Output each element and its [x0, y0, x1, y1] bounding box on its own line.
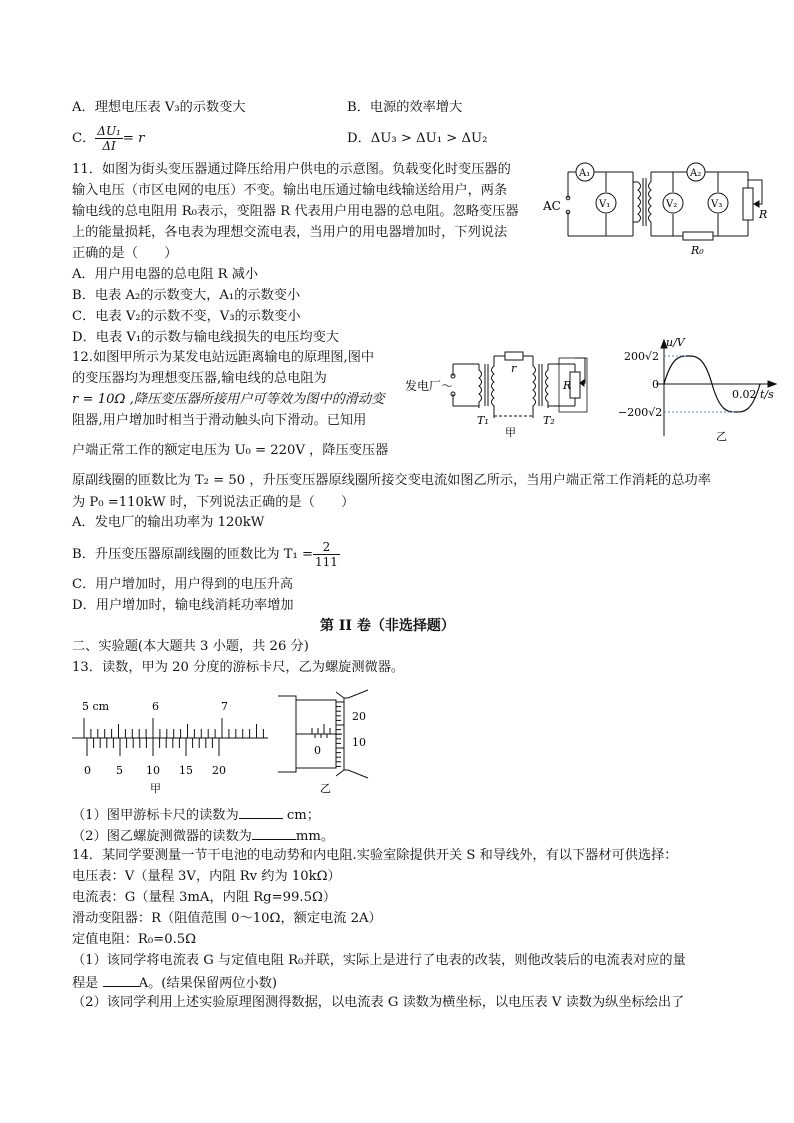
q12-line-2: 的变压器均为理想变压器,输电线的总电阻为 — [72, 371, 327, 386]
q11-meter-a2: A₂ — [690, 168, 702, 179]
caliper-caption: 甲 — [150, 782, 161, 795]
q11-meter-v2: V₂ — [666, 199, 678, 210]
q12-yi-ymin: −200√2 — [618, 406, 663, 419]
q11-line-5: 正确的是（ ） — [72, 246, 178, 261]
caliper-main-label-6: 6 — [152, 700, 159, 713]
section-2-title: 第 II 卷（非选择题） — [320, 618, 455, 634]
q11-transformer-circuit — [538, 160, 778, 260]
q14-sub1-blank[interactable] — [103, 972, 139, 987]
q12-transformer-t2: T₂ — [543, 414, 555, 427]
q11-line-4: 上的能量损耗，各电表为理想交流电表，当用户的用电器增加时，下列说法 — [72, 225, 508, 240]
caliper-main-label-7: 7 — [221, 700, 228, 713]
q12-line-6: 原副线圈的匝数比为 T₂ = 50 ，升压变压器原线圈所接交变电流如图乙所示，当用户端正常工作消耗的总功率 — [72, 473, 711, 488]
micrometer-label-10: 10 — [352, 736, 366, 749]
q12-yi-xlabel: t/s — [760, 388, 774, 401]
q14-item-resistor: 定值电阻：R₀=0.5Ω — [72, 932, 197, 947]
q12-yi-zero: 0 — [652, 378, 659, 391]
q13-sub1-blank[interactable] — [239, 804, 283, 819]
caliper-vernier-label-0: 0 — [84, 764, 91, 777]
q10-option-c: C． $\frac{\text{ΔU₁}}{\Delta I}$ = r — [72, 124, 145, 153]
q11-option-c: C．电表 V₂的示数不变，V₃的示数变小 — [72, 309, 301, 324]
section-2-heading: 二、实验题(本大题共 3 小题，共 26 分) — [72, 639, 309, 654]
micrometer-caption: 乙 — [320, 782, 331, 795]
q11-option-b: B．电表 A₂的示数变大，A₁的示数变小 — [72, 288, 301, 303]
caliper-vernier-label-5: 5 — [116, 764, 123, 777]
q12-line-3: r = 10Ω ,降压变压器所接用户可等效为图中的滑动变 — [72, 392, 385, 407]
q14-sub1-line2: 程是 A。(结果保留两位小数) — [72, 972, 277, 994]
q12-line-4: 阻器,用户增加时相当于滑动触头向下滑动。已知用 — [72, 413, 367, 428]
q12-line-resistor-r: r — [511, 362, 517, 375]
q10-option-d: D．ΔU₃ > ΔU₁ > ΔU₂ — [347, 131, 488, 146]
q12-voltage-waveform — [612, 336, 784, 448]
q11-meter-v3: V₃ — [711, 199, 723, 210]
q13-micrometer — [276, 688, 376, 796]
q14-item-voltmeter: 电压表：V（量程 3V，内阻 Rv 约为 10kΩ） — [72, 869, 341, 884]
q11-option-d: D．电表 V₁的示数与输电线损失的电压均变大 — [72, 330, 339, 345]
q14-sub2: （2）该同学利用上述实验原理图测得数据，以电流表 G 读数为横坐标，以电压表 V 读数为纵坐标绘出了 — [72, 995, 685, 1010]
q12-line-5: 户端正常工作的额定电压为 U₀ = 220V ，降压变压器 — [72, 443, 389, 458]
q12-option-d: D．用户增加时，输电线消耗功率增加 — [72, 598, 294, 613]
q11-line-3: 输电线的总电阻用 R₀表示，变阻器 R 代表用户用电器的总电阻。忽略变压器 — [72, 204, 519, 219]
q12-option-c: C．用户增加时，用户得到的电压升高 — [72, 577, 294, 592]
q12-yi-tick: 0.02 — [732, 388, 757, 401]
q12-transmission-circuit — [405, 344, 595, 440]
q11-meter-v1: V₁ — [599, 199, 611, 210]
q12-transformer-t1: T₁ — [477, 414, 489, 427]
q14-item-rheostat: 滑动变阻器：R（阻值范围 0～10Ω，额定电流 2A） — [72, 911, 382, 926]
q12-option-b: B．升压变压器原副线圈的匝数比为 T₁ = $\frac{2}{111}$ — [72, 540, 338, 569]
q13-sub2-blank[interactable] — [252, 825, 296, 840]
caliper-vernier-label-15: 15 — [179, 764, 193, 777]
q11-meter-a1: A₁ — [579, 168, 591, 179]
q12-fig-yi-caption: 乙 — [716, 430, 727, 443]
q13-sub1: （1）图甲游标卡尺的读数为 cm； — [72, 804, 320, 826]
q11-resistor-r: R — [759, 208, 768, 221]
q10-option-b: B．电源的效率增大 — [347, 100, 463, 115]
micrometer-zero: 0 — [314, 744, 321, 757]
caliper-vernier-label-20: 20 — [212, 764, 226, 777]
q11-ac-label: AC — [543, 199, 561, 213]
q14-stem: 14．某同学要测量一节干电池的电动势和内电阻.实验室除提供开关 S 和导线外，有以下器材可供选择： — [72, 848, 678, 863]
q11-line-1: 11．如图为街头变压器通过降压给用户供电的示意图。负载变化时变压器的 — [72, 162, 511, 177]
q12-plant-label: 发电厂～ — [405, 379, 454, 393]
q13-sub2: （2）图乙螺旋测微器的读数为 mm。 — [72, 825, 334, 847]
q12-line-1: 12.如图甲所示为某发电站远距离输电的原理图,图中 — [72, 350, 375, 365]
q12-option-a: A．发电厂的输出功率为 120kW — [72, 515, 265, 530]
caliper-vernier-label-10: 10 — [146, 764, 160, 777]
q11-resistor-r0: R₀ — [691, 244, 704, 257]
q12-load-resistor-r: R — [563, 379, 572, 392]
q13-vernier-caliper — [72, 694, 272, 796]
q12-line-7: 为 P₀ =110kW 时，下列说法正确的是（ ） — [72, 495, 355, 510]
caliper-main-label-5: 5 cm — [82, 700, 110, 713]
q12-yi-ymax: 200√2 — [624, 350, 660, 363]
q14-item-ammeter: 电流表：G（量程 3mA，内阻 Rg=99.5Ω） — [72, 890, 337, 905]
q11-option-a: A．用户用电器的总电阻 R 减小 — [72, 267, 259, 282]
q10-option-a: A．理想电压表 V₃的示数变大 — [72, 100, 246, 115]
q14-sub1-line1: （1）该同学将电流表 G 与定值电阻 R₀并联，实际上是进行了电表的改装，则他改装后的电流表对应的量 — [72, 953, 686, 968]
q11-line-2: 输入电压（市区电网的电压）不变。输出电压通过输电线输送给用户，两条 — [72, 183, 508, 198]
q12-yi-ylabel: u/V — [666, 336, 685, 349]
micrometer-label-20: 20 — [352, 710, 366, 723]
q12-fig-jia-caption: 甲 — [505, 426, 516, 439]
q13-stem: 13．读数，甲为 20 分度的游标卡尺，乙为螺旋测微器。 — [72, 660, 405, 675]
